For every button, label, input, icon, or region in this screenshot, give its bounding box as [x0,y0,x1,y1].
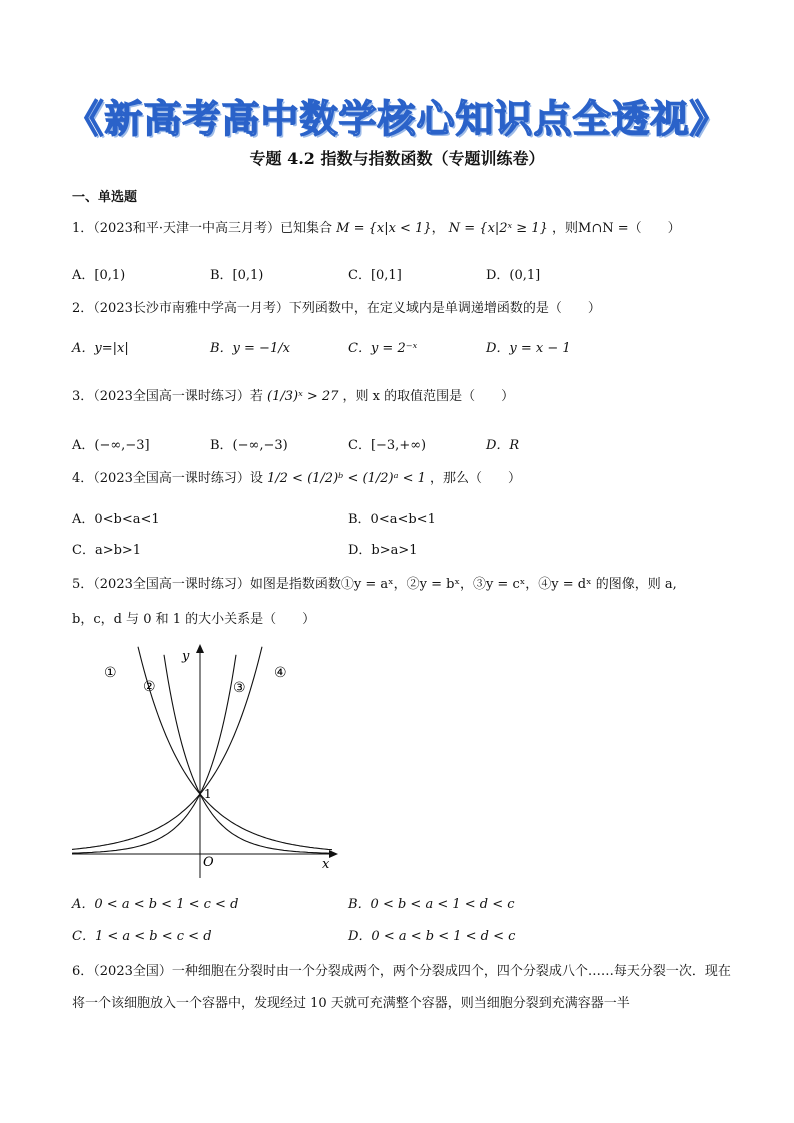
question-3-stem-post: ，则 x 的取值范围是（ ） [342,389,515,404]
question-2-stem: 2．（2023长沙市南雅中学高一月考）下列函数中，在定义域内是单调递增函数的是（ ） [72,301,601,316]
q1-option-d: D．(0,1] [486,268,541,283]
section-title: 一、单选题 [72,190,138,205]
curve-2 [164,655,332,854]
q4-option-a: A．0<b<a<1 [72,512,160,527]
document-subtitle: 专题 4.2 指数与指数函数（专题训练卷） [249,149,545,168]
x-axis-arrow [329,850,338,858]
x-axis-label: x [322,857,330,872]
q2-option-d: D．y = x − 1 [486,341,571,356]
q2-option-b: B．y = −1/x [210,341,290,356]
exponential-graph [70,644,340,880]
curve-4 [72,647,262,850]
q5-option-c: C．1 < a < b < c < d [72,929,212,944]
q5-option-b: B．0 < b < a < 1 < d < c [348,897,515,912]
q4-option-b: B．0<a<b<1 [348,512,436,527]
question-1-set-n: N = {x|2ˣ ≥ 1} [448,221,548,236]
intercept-label: 1 [204,787,212,801]
q5-option-d: D．0 < a < b < 1 < d < c [348,929,516,944]
curve-1-label: ① [104,665,117,681]
question-5-line2: b，c，d 与 0 和 1 的大小关系是（ ） [72,612,316,627]
question-1-set-m: M = {x|x < 1} [336,221,432,236]
question-3-inequality: (1/3)ˣ > 27 [267,389,339,404]
question-4-stem-pre: 4．（2023全国高一课时练习）设 [72,471,263,486]
q2-option-c: C．y = 2⁻ˣ [348,341,418,356]
q4-option-d: D．b>a>1 [348,543,418,558]
q1-option-b: B．[0,1) [210,268,264,283]
q5-option-a: A．0 < a < b < 1 < c < d [72,897,239,912]
q1-option-a: A．[0,1) [72,268,126,283]
question-4 [72,470,521,488]
curve-2-label: ② [143,679,156,695]
question-4-inequality: 1/2 < (1/2)ᵇ < (1/2)ᵃ < 1 [267,471,426,486]
origin-label: O [203,855,214,870]
curve-3-label: ③ [233,680,246,696]
q4-option-c: C．a>b>1 [72,543,142,558]
q1-option-c: C．[0,1] [348,268,402,283]
q3-option-d: D．R [486,438,520,453]
q3-option-c: C．[−3,+∞) [348,438,427,453]
question-6: 6．（2023全国）一种细胞在分裂时由一个分裂成两个，两个分裂成四个，四个分裂成八个……每天分裂一次．现在将一个该细胞放入一个容器中，发现经过 10 天就可充满整个容器，则当细胞分裂到充满容器一半 [72,964,731,1011]
banner-title: 《新高考高中数学核心知识点全透视》 [65,96,729,141]
q2-option-a: A．y=|x| [72,341,129,356]
q3-option-b: B．(−∞,−3) [210,438,288,453]
question-3-stem-pre: 3．（2023全国高一课时练习）若 [72,389,263,404]
y-axis-label: y [182,649,190,664]
curve-4-label: ④ [274,665,287,681]
question-1: 1．（2023和平·天津一中高三月考）已知集合 M = {x|x < 1}， N = {x|2ˣ ≥ 1} ，则M∩N =（ ） [72,221,681,236]
question-5-line1: 5．（2023全国高一课时练习）如图是指数函数①y = aˣ，②y = bˣ，③y = cˣ，④y = dˣ 的图像，则 a, [72,577,677,592]
question-1-stem: 1．（2023和平·天津一中高三月考）已知集合 [72,221,332,236]
question-1-tail: ，则M∩N =（ ） [552,221,681,236]
q3-option-a: A．(−∞,−3] [72,438,150,453]
y-axis-arrow [196,644,204,653]
question-3 [72,388,514,406]
question-4-stem-post: ，那么（ ） [430,471,522,486]
